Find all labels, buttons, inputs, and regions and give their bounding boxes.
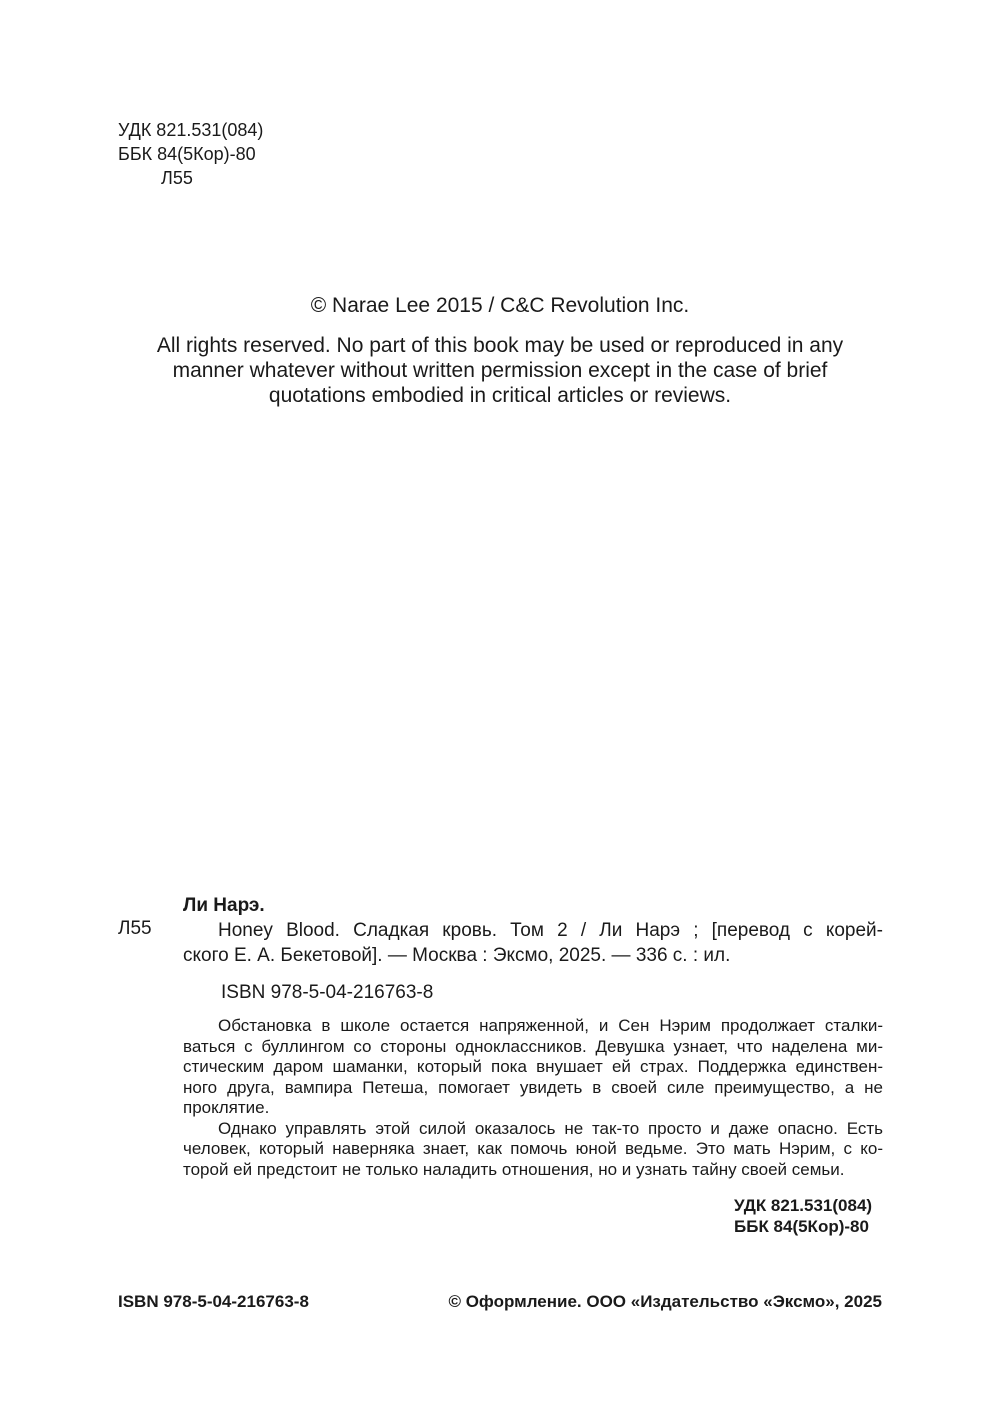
annotation-line: Обстановка в школе остается напряженной, и Сен Нэрим продолжает сталки-	[218, 1016, 883, 1035]
author-mark: Л55	[161, 168, 193, 188]
rights-line: All rights reserved. No part of this book may be used or reproduced in any	[156, 334, 844, 357]
annotation-line: ного друга, вампира Петеша, помогает увидеть в своей силе преимущество, а не	[183, 1077, 883, 1097]
bbk-code: ББК 84(5Кор)-80	[118, 144, 256, 164]
annotation-line: стическим даром шаманки, который пока внушает ей страх. Поддержка единствен-	[183, 1057, 883, 1076]
annotation-line: проклятие.	[183, 1098, 270, 1117]
annotation-line: торой ей предстоит не только наладить отношения, но и узнать тайну своей семьи.	[183, 1159, 845, 1179]
annotation	[183, 1016, 883, 1180]
annotation-line: человек, который наверняка знает, как помочь юной ведьме. Это мать Нэрим, с ко-	[183, 1139, 883, 1158]
title-line: Honey Blood. Сладкая кровь. Том 2 / Ли Нарэ ; [перевод с корей-	[218, 920, 883, 941]
rights-line: quotations embodied in critical articles or reviews.	[268, 384, 732, 407]
copyright-notice: © Narae Lee 2015 / C&C Revolution Inc.	[310, 294, 690, 317]
record-udk: УДК 821.531(084)	[734, 1196, 873, 1215]
title-line: ского Е. А. Бекетовой]. — Москва : Эксмо, 2025. — 336 с. : ил.	[183, 945, 731, 966]
annotation-line: ваться с буллингом со стороны одноклассников. Девушка узнает, что наделена ми-	[183, 1036, 883, 1056]
record-isbn: ISBN 978-5-04-216763-8	[221, 982, 434, 1003]
udk-code: УДК 821.531(084)	[118, 120, 264, 140]
record-bbk: ББК 84(5Кор)-80	[734, 1217, 869, 1236]
rights-statement	[130, 333, 870, 408]
record-title	[183, 918, 883, 968]
footer-isbn: ISBN 978-5-04-216763-8	[118, 1292, 309, 1311]
rights-line: manner whatever without written permission except in the case of brief	[172, 359, 828, 382]
record-author: Ли Нарэ.	[183, 895, 265, 916]
record-author-mark: Л55	[118, 918, 152, 939]
annotation-line: Однако управлять этой силой оказалось не так-то просто и даже опасно. Есть	[218, 1118, 883, 1138]
footer-design-copyright: © Оформление. ООО «Издательство «Эксмо», 2025	[448, 1292, 882, 1311]
